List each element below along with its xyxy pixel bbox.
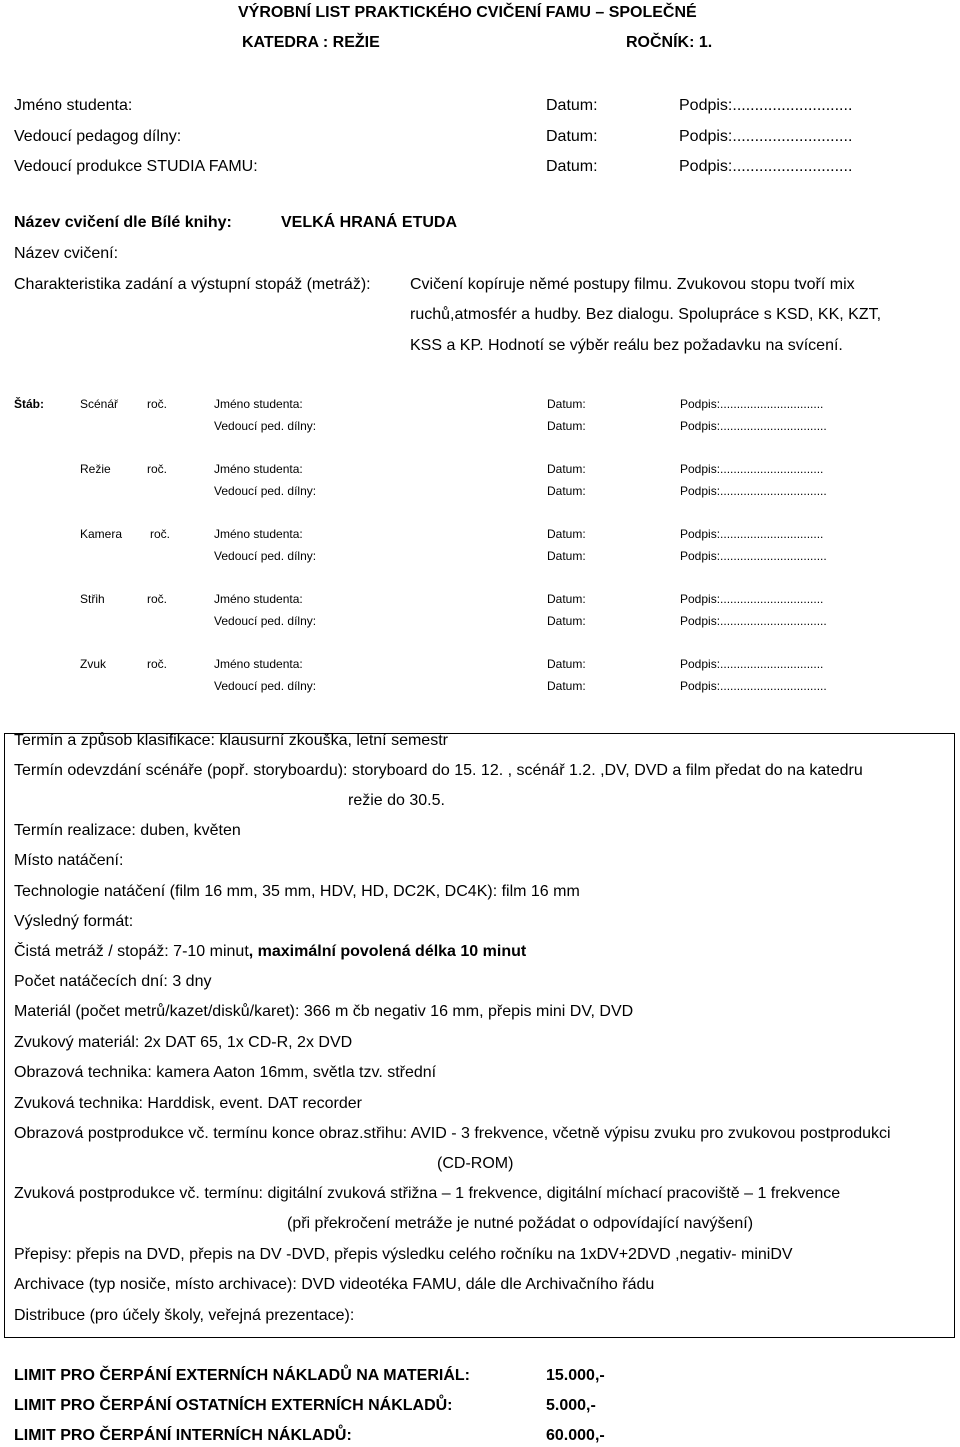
- image-postproduction-line-2: (CD-ROM): [437, 1155, 514, 1172]
- student-signature-field: Podpis:...........................: [679, 97, 853, 114]
- date-label: Datum:: [547, 549, 586, 563]
- staff-label: Štáb:: [14, 397, 44, 411]
- student-name-label: Jméno studenta:: [214, 397, 303, 411]
- realization-line: Termín realizace: duben, květen: [14, 822, 241, 839]
- date-label: Datum:: [547, 397, 586, 411]
- sound-postproduction-line-2: (při překročení metráže je nutné požádat o odpovídající navýšení): [287, 1215, 754, 1232]
- role-label: Scénář: [80, 397, 119, 411]
- characteristics-line-1: Cvičení kopíruje němé postupy filmu. Zvukovou stopu tvoří mix: [410, 276, 855, 293]
- date-label: Datum:: [547, 527, 586, 541]
- exercise-name-label: Název cvičení:: [14, 245, 119, 262]
- length-text: Čistá metráž / stopáž: 7-10 minut: [14, 943, 249, 960]
- production-date-label: Datum:: [546, 158, 598, 175]
- signature-field: Podpis:................................: [680, 679, 827, 693]
- student-name-label: Jméno studenta:: [214, 527, 303, 541]
- archiving-line: Archivace (typ nosiče, místo archivace): DVD videotéka FAMU, dále dle Archivačního řádu: [14, 1276, 655, 1293]
- signature-field: Podpis:...............................: [680, 462, 824, 476]
- length-max-text: , maximální povolená délka 10 minut: [248, 943, 527, 960]
- date-label: Datum:: [547, 614, 586, 628]
- signature-field: Podpis:................................: [680, 549, 827, 563]
- signature-field: Podpis:...............................: [680, 527, 824, 541]
- date-label: Datum:: [547, 592, 586, 606]
- department-label: KATEDRA : REŽIE: [242, 34, 380, 51]
- distribution-line: Distribuce (pro účely školy, veřejná prezentace):: [14, 1307, 355, 1324]
- teacher-date-label: Datum:: [546, 128, 598, 145]
- white-book-value: VELKÁ HRANÁ ETUDA: [281, 214, 457, 231]
- student-name-label: Jméno studenta:: [214, 592, 303, 606]
- characteristics-line-3: KSS a KP. Hodnotí se výběr reálu bez požadavku na svícení.: [410, 337, 843, 354]
- production-signature-field: Podpis:...........................: [679, 158, 853, 175]
- date-label: Datum:: [547, 679, 586, 693]
- camera-equipment-line: Obrazová technika: kamera Aaton 16mm, světla tzv. střední: [14, 1064, 437, 1081]
- date-label: Datum:: [547, 484, 586, 498]
- teacher-label: Vedoucí ped. dílny:: [214, 614, 317, 628]
- script-deadline-line-2: režie do 30.5.: [348, 792, 445, 809]
- script-deadline-line: Termín odevzdání scénáře (popř. storyboardu): storyboard do 15. 12. , scénář 1.2. ,DV, DVD a film předat do na katedru: [14, 762, 863, 779]
- teacher-label: Vedoucí ped. dílny:: [214, 549, 317, 563]
- signature-field: Podpis:................................: [680, 484, 827, 498]
- sound-material-line: Zvukový materiál: 2x DAT 65, 1x CD-R, 2x DVD: [14, 1034, 353, 1051]
- limit-material-value: 15.000,-: [546, 1367, 605, 1384]
- length-line: [14, 943, 526, 961]
- year-label: roč.: [147, 592, 168, 606]
- role-label: Kamera: [80, 527, 123, 541]
- role-label: Střih: [80, 592, 105, 606]
- student-name-label: Jméno studenta:: [214, 657, 303, 671]
- student-name-label: Jméno studenta:: [14, 97, 133, 114]
- location-line: Místo natáčení:: [14, 852, 124, 869]
- date-label: Datum:: [547, 419, 586, 433]
- role-label: Režie: [80, 462, 111, 476]
- teacher-label: Vedoucí pedagog dílny:: [14, 128, 182, 145]
- material-line: Materiál (počet metrů/kazet/disků/karet): 366 m čb negativ 16 mm, přepis mini DV, DVD: [14, 1003, 634, 1020]
- white-book-label: Název cvičení dle Bílé knihy:: [14, 214, 232, 231]
- limit-material-label: LIMIT PRO ČERPÁNÍ EXTERNÍCH NÁKLADŮ NA MATERIÁL:: [14, 1367, 470, 1384]
- classification-line: Termín a způsob klasifikace: klausurní zkouška, letní semestr: [14, 732, 448, 749]
- document-title: VÝROBNÍ LIST PRAKTICKÉHO CVIČENÍ FAMU – SPOLEČNÉ: [238, 4, 697, 21]
- limit-internal-label: LIMIT PRO ČERPÁNÍ INTERNÍCH NÁKLADŮ:: [14, 1427, 352, 1444]
- date-label: Datum:: [547, 657, 586, 671]
- signature-field: Podpis:................................: [680, 614, 827, 628]
- year-label: roč.: [147, 657, 168, 671]
- format-line: Výsledný formát:: [14, 913, 134, 930]
- role-label: Zvuk: [80, 657, 107, 671]
- sound-equipment-line: Zvuková technika: Harddisk, event. DAT recorder: [14, 1095, 362, 1112]
- image-postproduction-line: Obrazová postprodukce vč. termínu konce obraz.střihu: AVID - 3 frekvence, včetně výpisu zvuku pro zvukovou postprodukci: [14, 1125, 891, 1142]
- characteristics-label: Charakteristika zadání a výstupní stopáž (metráž):: [14, 276, 371, 293]
- limit-internal-value: 60.000,-: [546, 1427, 605, 1444]
- year-label: roč.: [147, 462, 168, 476]
- signature-field: Podpis:................................: [680, 419, 827, 433]
- signature-field: Podpis:...............................: [680, 592, 824, 606]
- year-label: roč.: [147, 397, 168, 411]
- student-date-label: Datum:: [546, 97, 598, 114]
- signature-field: Podpis:...............................: [680, 397, 824, 411]
- sound-postproduction-line: Zvuková postprodukce vč. termínu: digitální zvuková střižna – 1 frekvence, digitální míchací pracoviště – 1 frekvence: [14, 1185, 841, 1202]
- teacher-label: Vedoucí ped. dílny:: [214, 484, 317, 498]
- year-label: roč.: [150, 527, 171, 541]
- teacher-signature-field: Podpis:...........................: [679, 128, 853, 145]
- year-label: ROČNÍK: 1.: [626, 34, 713, 51]
- date-label: Datum:: [547, 462, 586, 476]
- limit-other-label: LIMIT PRO ČERPÁNÍ OSTATNÍCH EXTERNÍCH NÁKLADŮ:: [14, 1397, 453, 1414]
- characteristics-line-2: ruchů,atmosfér a hudby. Bez dialogu. Spolupráce s KSD, KK, KZT,: [410, 306, 882, 323]
- teacher-label: Vedoucí ped. dílny:: [214, 679, 317, 693]
- shooting-days-line: Počet natáčecích dní: 3 dny: [14, 973, 212, 990]
- student-name-label: Jméno studenta:: [214, 462, 303, 476]
- teacher-label: Vedoucí ped. dílny:: [214, 419, 317, 433]
- technology-line: Technologie natáčení (film 16 mm, 35 mm, HDV, HD, DC2K, DC4K): film 16 mm: [14, 883, 580, 900]
- limit-other-value: 5.000,-: [546, 1397, 596, 1414]
- production-label: Vedoucí produkce STUDIA FAMU:: [14, 158, 258, 175]
- signature-field: Podpis:...............................: [680, 657, 824, 671]
- transfers-line: Přepisy: přepis na DVD, přepis na DV -DVD, přepis výsledku celého ročníku na 1xDV+2DVD ,negativ- miniDV: [14, 1246, 793, 1263]
